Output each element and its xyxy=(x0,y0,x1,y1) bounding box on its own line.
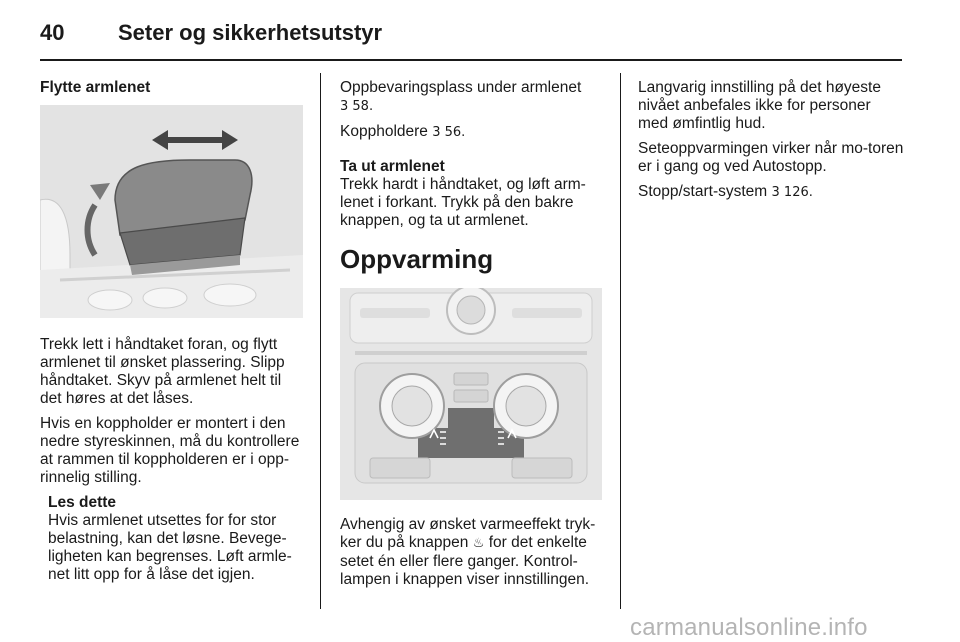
column-divider-2 xyxy=(620,73,621,609)
armrest-illustration-icon xyxy=(40,105,303,318)
storage-reference xyxy=(340,79,606,116)
seat-heating-icon: ♨ xyxy=(472,536,485,551)
header-rule xyxy=(40,59,902,61)
column-divider-1 xyxy=(320,73,321,609)
cupholder-reference-link[interactable]: 3 56. xyxy=(432,125,466,140)
paragraph-move-armrest: Trekk lett i håndtaket foran, og flytt armlenet til ønsket plassering. Slipp håndtaket. Skyv på armlenet helt til det høres at det låses. xyxy=(40,336,285,407)
seat-heating-text-after: for det enkelte setet én eller flere ganger. Kontrol-lampen i knappen viser innstillingen. xyxy=(340,534,590,588)
paragraph-remove-armrest: Trekk hardt i håndtaket, og løft arm-lenet i forkant. Trykk på den bakre knappen, og ta ut armlenet. xyxy=(340,176,586,229)
note-box xyxy=(48,494,306,584)
paragraph-seat-heating-operation: Seteoppvarmingen virker når mo-toren er i gang og ved Autostopp. xyxy=(638,140,904,175)
paragraph-seat-heating xyxy=(340,516,606,589)
stop-start-reference-text: Stopp/start-system xyxy=(638,183,768,200)
page-header xyxy=(40,18,900,58)
stop-start-reference-link[interactable]: 3 126. xyxy=(771,185,813,200)
column-3 xyxy=(638,79,904,209)
subheading-remove-armrest: Ta ut armlenet xyxy=(340,158,445,175)
column-1 xyxy=(40,79,306,584)
paragraph-cupholder-check: Hvis en koppholder er montert i den nedre styreskinnen, må du kontrollere at rammen til koppholderen er i opp-rinnelig stilling. xyxy=(40,415,300,486)
column-2 xyxy=(340,79,606,596)
climate-panel-figure xyxy=(340,288,602,500)
cupholder-reference-text: Koppholdere xyxy=(340,123,428,140)
storage-reference-link[interactable]: 3 58. xyxy=(340,99,374,114)
paragraph-long-use-warning: Langvarig innstilling på det høyeste nivået anbefales ikke for personer med ømfintlig hud. xyxy=(638,79,881,132)
chapter-title: Seter og sikkerhetsutstyr xyxy=(118,20,383,45)
climate-control-panel-illustration-icon xyxy=(340,288,602,500)
armrest-figure xyxy=(40,105,303,318)
page-number: 40 xyxy=(40,20,65,45)
section-heading-flytte-armlenet: Flytte armlenet xyxy=(40,79,151,96)
storage-reference-text: Oppbevaringsplass under armlenet xyxy=(340,79,582,96)
watermark: carmanualsonline.info xyxy=(630,614,868,641)
section-title-oppvarming: Oppvarming xyxy=(340,244,494,274)
cupholder-reference xyxy=(340,123,606,142)
note-text: Hvis armlenet utsettes for for stor belastning, kan det løsne. Bevege-ligheten kan begrenses. Løft armle-net litt opp for å låse det igjen. xyxy=(48,512,292,583)
stop-start-reference xyxy=(638,183,904,202)
note-title: Les dette xyxy=(48,494,117,511)
seat-heating-text-before: Avhengig av ønsket varmeeffekt tryk-ker du på knappen xyxy=(340,516,596,551)
